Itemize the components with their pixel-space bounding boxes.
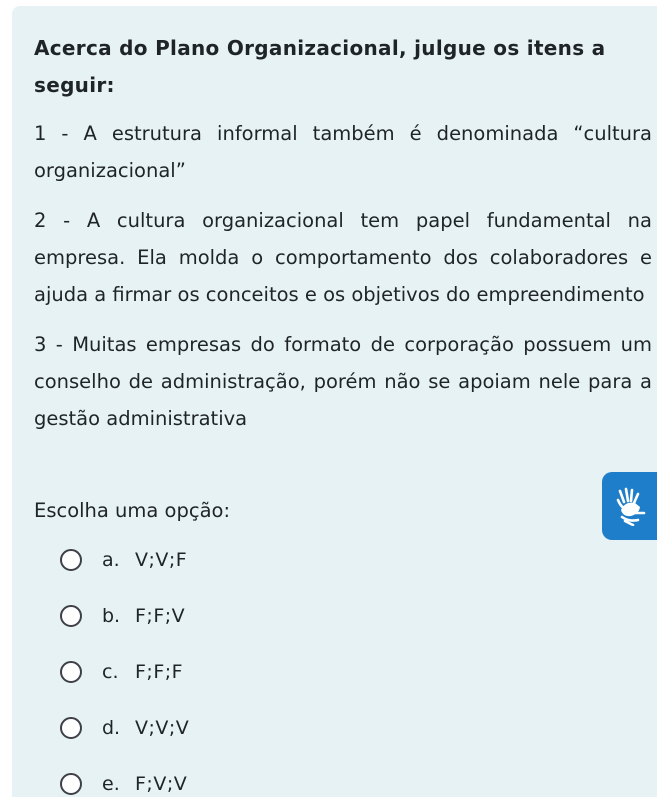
radio-option-c[interactable] xyxy=(60,661,82,683)
option-d[interactable] xyxy=(60,700,320,756)
statement-3: 3 - Muitas empresas do formato de corporação possuem um conselho de administração, porém não se apoiam nele para a gestão administrativa xyxy=(34,333,652,430)
radio-option-d[interactable] xyxy=(60,717,82,739)
option-letter: a. xyxy=(102,549,120,571)
option-a[interactable] xyxy=(60,532,320,588)
option-text: F;V;V xyxy=(135,773,188,795)
option-letter: b. xyxy=(102,605,121,627)
option-letter: c. xyxy=(102,661,119,683)
statement-1: 1 - A estrutura informal também é denominada “cultura organizacional” xyxy=(34,122,652,182)
option-text: V;V;V xyxy=(135,717,190,739)
option-text: F;F;V xyxy=(135,605,186,627)
question-text xyxy=(34,30,652,450)
question-title: Acerca do Plano Organizacional, julgue os itens a seguir: xyxy=(34,36,606,97)
answer-prompt: Escolha uma opção: xyxy=(34,499,231,522)
accessibility-button[interactable] xyxy=(602,472,657,540)
option-e[interactable] xyxy=(60,756,320,812)
option-text: F;F;F xyxy=(135,661,184,683)
radio-option-e[interactable] xyxy=(60,773,82,795)
radio-option-b[interactable] xyxy=(60,605,82,627)
option-text: V;V;F xyxy=(135,549,188,571)
option-c[interactable] xyxy=(60,644,320,700)
option-letter: d. xyxy=(102,717,121,739)
option-letter: e. xyxy=(102,773,120,795)
option-b[interactable] xyxy=(60,588,320,644)
question-card xyxy=(12,6,657,797)
statement-2: 2 - A cultura organizacional tem papel fundamental na empresa. Ela molda o comportamento dos colaboradores e ajuda a firmar os conceitos e os objetivos do empreendimento xyxy=(34,209,652,306)
radio-option-a[interactable] xyxy=(60,549,82,571)
sign-language-hands-icon xyxy=(611,486,649,526)
